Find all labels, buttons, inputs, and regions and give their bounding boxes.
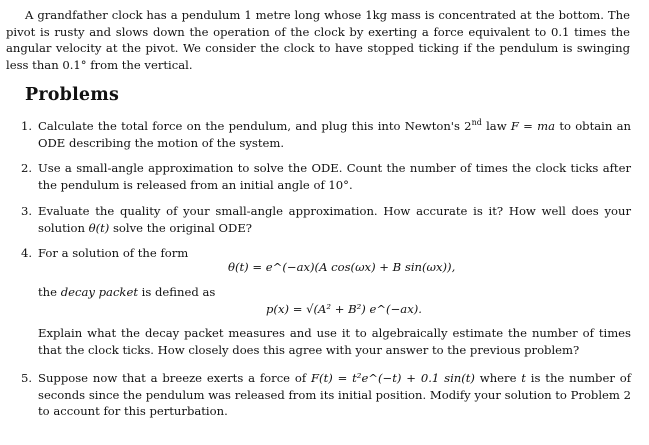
problem-number: 4. xyxy=(21,246,33,260)
problem-2 xyxy=(21,160,631,193)
problem-3 xyxy=(21,203,631,236)
intro-paragraph: A grandfather clock has a pendulum 1 metre long whose 1kg mass is concentrated at the bottom. The pivot is rusty and slows down the operation of the clock by exerting a force equivalent to 0.1 times the angular velocity at the pivot. We consider the clock to have stopped ticking if the pendulum is swinging less than 0.1° from the vertical. xyxy=(6,8,630,72)
inline-equation: θ(t) xyxy=(88,220,110,235)
problem-text: Suppose now that a breeze exerts a force of F(t) = t²e^(−t) + 0.1 sin(t) where t is the number of seconds since the pendulum was released from its initial position. Modify your solution to Problem 2 to account for this perturbation. xyxy=(38,371,631,418)
inline-equation: F(t) = t²e^(−t) + 0.1 sin(t) xyxy=(311,371,475,385)
display-equation-solution: θ(t) = e^(−ax)(A cos(ωx) + B sin(ωx)), xyxy=(228,260,456,274)
problem-lead: For a solution of the form xyxy=(38,246,189,260)
superscript: nd xyxy=(471,118,482,127)
problem-4-tail xyxy=(21,325,631,358)
problem-text: Calculate the total force on the pendulum, and plug this into Newton's 2nd law F = ma to obtain an ODE describing the motion of the system. xyxy=(38,118,631,150)
problem-number: 3. xyxy=(21,204,33,218)
problem-number: 5. xyxy=(21,371,33,385)
display-equation-decay-packet: p(x) = √(A² + B²) e^(−ax). xyxy=(266,302,422,316)
problem-text: Evaluate the quality of your small-angle approximation. How accurate is it? How well does your solution θ(t) solve the original ODE? xyxy=(38,204,631,235)
emphasis-term: decay packet xyxy=(60,285,138,299)
problem-5 xyxy=(21,370,631,420)
inline-equation: F = ma xyxy=(510,119,556,133)
inline-variable: t xyxy=(521,371,526,385)
problem-number: 2. xyxy=(21,161,33,175)
problem-4-mid xyxy=(21,284,631,301)
problem-text: Explain what the decay packet measures and use it to algebraically estimate the number of times that the clock ticks. How closely does this agree with your answer to the previous problem? xyxy=(38,326,631,357)
section-heading: Problems xyxy=(25,85,120,105)
problem-number: 1. xyxy=(21,119,33,133)
problem-1 xyxy=(21,118,631,151)
problem-text: the decay packet is defined as xyxy=(38,285,216,299)
problem-text: Use a small-angle approximation to solve the ODE. Count the number of times the clock ticks after the pendulum is released from an initial angle of 10°. xyxy=(38,161,631,192)
